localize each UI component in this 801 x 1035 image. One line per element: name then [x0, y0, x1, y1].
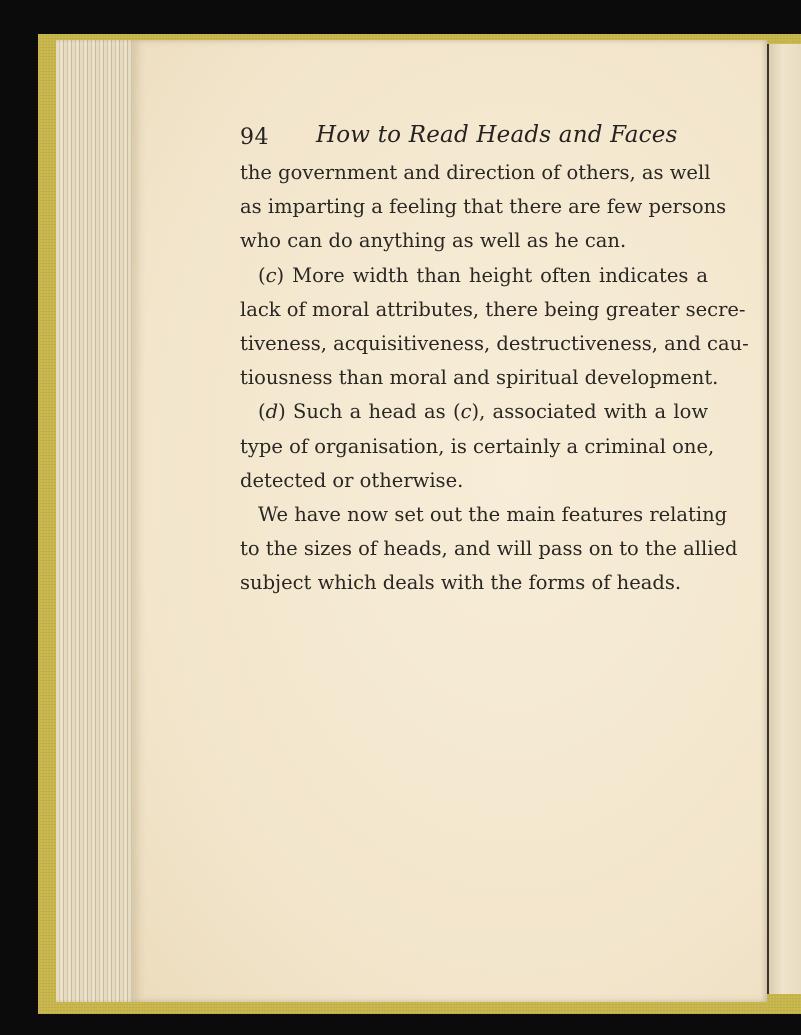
text-line: the government and direction of others, as well: [240, 161, 711, 184]
text-line: We have now set out the main features relating: [258, 502, 728, 526]
marker-c-close: ): [276, 263, 285, 287]
running-title: How to Read Heads and Faces: [316, 122, 678, 148]
marker-c-ref-close: ): [471, 400, 480, 424]
marker-c-letter: c: [265, 263, 277, 287]
next-page-edge: [767, 44, 801, 994]
text-line: lack of moral attributes, there being greater secre-: [240, 297, 746, 321]
page-edge-stack: [56, 40, 138, 1002]
page-header: [240, 118, 720, 158]
text-line: tiousness than moral and spiritual development.: [240, 366, 719, 390]
marker-c-ref-open: (: [452, 400, 461, 424]
text-fragment: Such a head as: [292, 400, 446, 424]
body-text: [240, 156, 749, 600]
text-line: who can do anything as well as he can.: [240, 229, 627, 253]
marker-c-open: (: [258, 263, 266, 287]
text-line: type of organisation, is certainly a criminal one,: [240, 434, 715, 458]
text-fragment: , associated with a low: [479, 400, 709, 424]
text-fragment: More width than height often indicates a: [292, 263, 708, 287]
page-number: 94: [240, 125, 269, 150]
text-line: detected or otherwise.: [240, 468, 464, 492]
text-line: as imparting a feeling that there are few persons: [240, 195, 727, 219]
marker-c-ref-letter: c: [460, 400, 472, 424]
marker-d-close: ): [278, 400, 286, 424]
marker-d-letter: d: [265, 400, 279, 424]
text-line: tiveness, acquisitiveness, destructiveness, and cau-: [240, 331, 749, 355]
paragraph-d-first-line: [240, 395, 708, 429]
marker-d-open: (: [258, 400, 266, 424]
text-line: to the sizes of heads, and will pass on to the allied: [240, 537, 738, 561]
paragraph-c-first-line: [240, 259, 708, 293]
text-line: subject which deals with the forms of heads.: [240, 571, 682, 595]
